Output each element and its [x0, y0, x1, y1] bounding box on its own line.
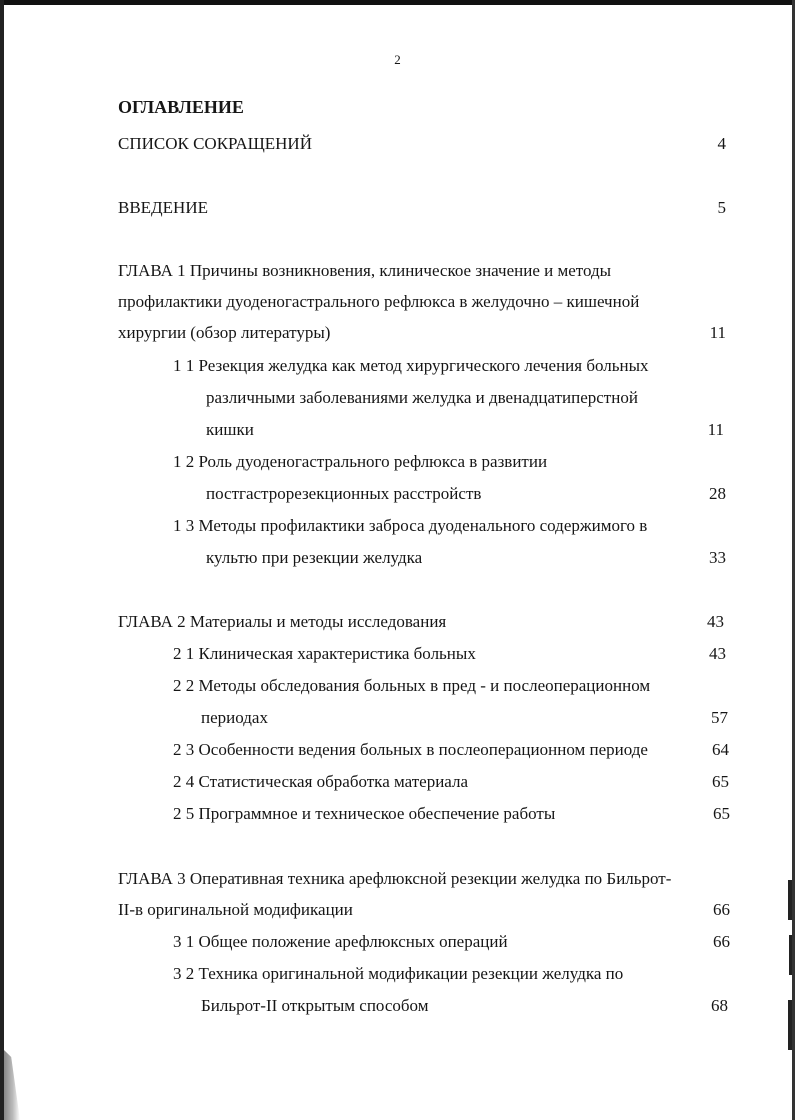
- toc-entry-title-cont: культю при резекции желудка: [206, 548, 423, 567]
- scan-edge-left: [0, 0, 4, 1120]
- toc-entry-title-cont: периодах: [201, 708, 268, 727]
- toc-entry-page: 5: [717, 198, 726, 217]
- toc-entry-title-cont: кишки: [206, 420, 254, 439]
- toc-entry-title: ГЛАВА 2 Материалы и методы исследования: [118, 612, 447, 631]
- toc-entry-page: 65: [712, 772, 729, 791]
- page-number: 2: [394, 52, 401, 67]
- toc-entry-page: 43: [709, 644, 726, 663]
- toc-entry-page: 28: [709, 484, 726, 503]
- toc-entry-title-cont: постгастрорезекционных расстройств: [206, 484, 482, 503]
- toc-entry-title-cont: II-в оригинальной модификации: [118, 900, 353, 919]
- toc-entry-page: 65: [713, 804, 730, 823]
- toc-entry-title: 2 5 Программное и техническое обеспечение работы: [173, 804, 556, 823]
- toc-entry-title: 2 4 Статистическая обработка материала: [173, 772, 469, 791]
- toc-entry-title: 1 1 Резекция желудка как метод хирургического лечения больных: [173, 356, 649, 375]
- scan-mark: [788, 880, 792, 920]
- toc-entry-title-cont: профилактики дуоденогастрального рефлюкса в желудочно – кишечной: [118, 292, 640, 311]
- toc-entry-title: ГЛАВА 1 Причины возникновения, клиническое значение и методы: [118, 261, 612, 280]
- toc-entry-title: 3 2 Техника оригинальной модификации резекции желудка по: [173, 964, 624, 983]
- toc-heading: ОГЛАВЛЕНИЕ: [118, 97, 244, 117]
- toc-entry-title-cont: хирургии (обзор литературы): [118, 323, 331, 342]
- toc-entry-page: 11: [707, 420, 724, 439]
- toc-entry-page: 11: [709, 323, 726, 342]
- toc-entry-page: 66: [713, 900, 730, 919]
- toc-entry-page: 66: [713, 932, 730, 951]
- toc-entry-title: ГЛАВА 3 Оперативная техника арефлюксной резекции желудка по Бильрот-: [118, 869, 672, 888]
- scan-mark: [789, 935, 792, 975]
- toc-entry-title: ВВЕДЕНИЕ: [118, 198, 208, 217]
- scan-edge-top: [0, 0, 795, 5]
- toc-entry-page: 43: [707, 612, 724, 631]
- toc-entry-title: 2 1 Клиническая характеристика больных: [173, 644, 476, 663]
- toc-entry-page: 33: [709, 548, 726, 567]
- toc-entry-title: 1 2 Роль дуоденогастрального рефлюкса в развитии: [173, 452, 548, 471]
- toc-entry-title: 2 2 Методы обследования больных в пред - и послеоперационном: [173, 676, 651, 695]
- toc-entry-title: 3 1 Общее положение арефлюксных операций: [173, 932, 508, 951]
- toc-entry-page: 57: [711, 708, 728, 727]
- toc-entry-page: 68: [711, 996, 728, 1015]
- toc-entry-title: СПИСОК СОКРАЩЕНИЙ: [118, 134, 312, 153]
- scan-smudge: [4, 1050, 20, 1120]
- toc-entry-title: 2 3 Особенности ведения больных в послеоперационном периоде: [173, 740, 648, 759]
- scan-mark: [788, 1000, 792, 1050]
- toc-entry-title-cont: различными заболеваниями желудка и двенадцатиперстной: [206, 388, 638, 407]
- toc-entry-title-cont: Бильрот-II открытым способом: [201, 996, 429, 1015]
- toc-entry-title: 1 3 Методы профилактики заброса дуоденального содержимого в: [173, 516, 648, 535]
- toc-entry-page: 4: [717, 134, 726, 153]
- toc-entry-page: 64: [712, 740, 729, 759]
